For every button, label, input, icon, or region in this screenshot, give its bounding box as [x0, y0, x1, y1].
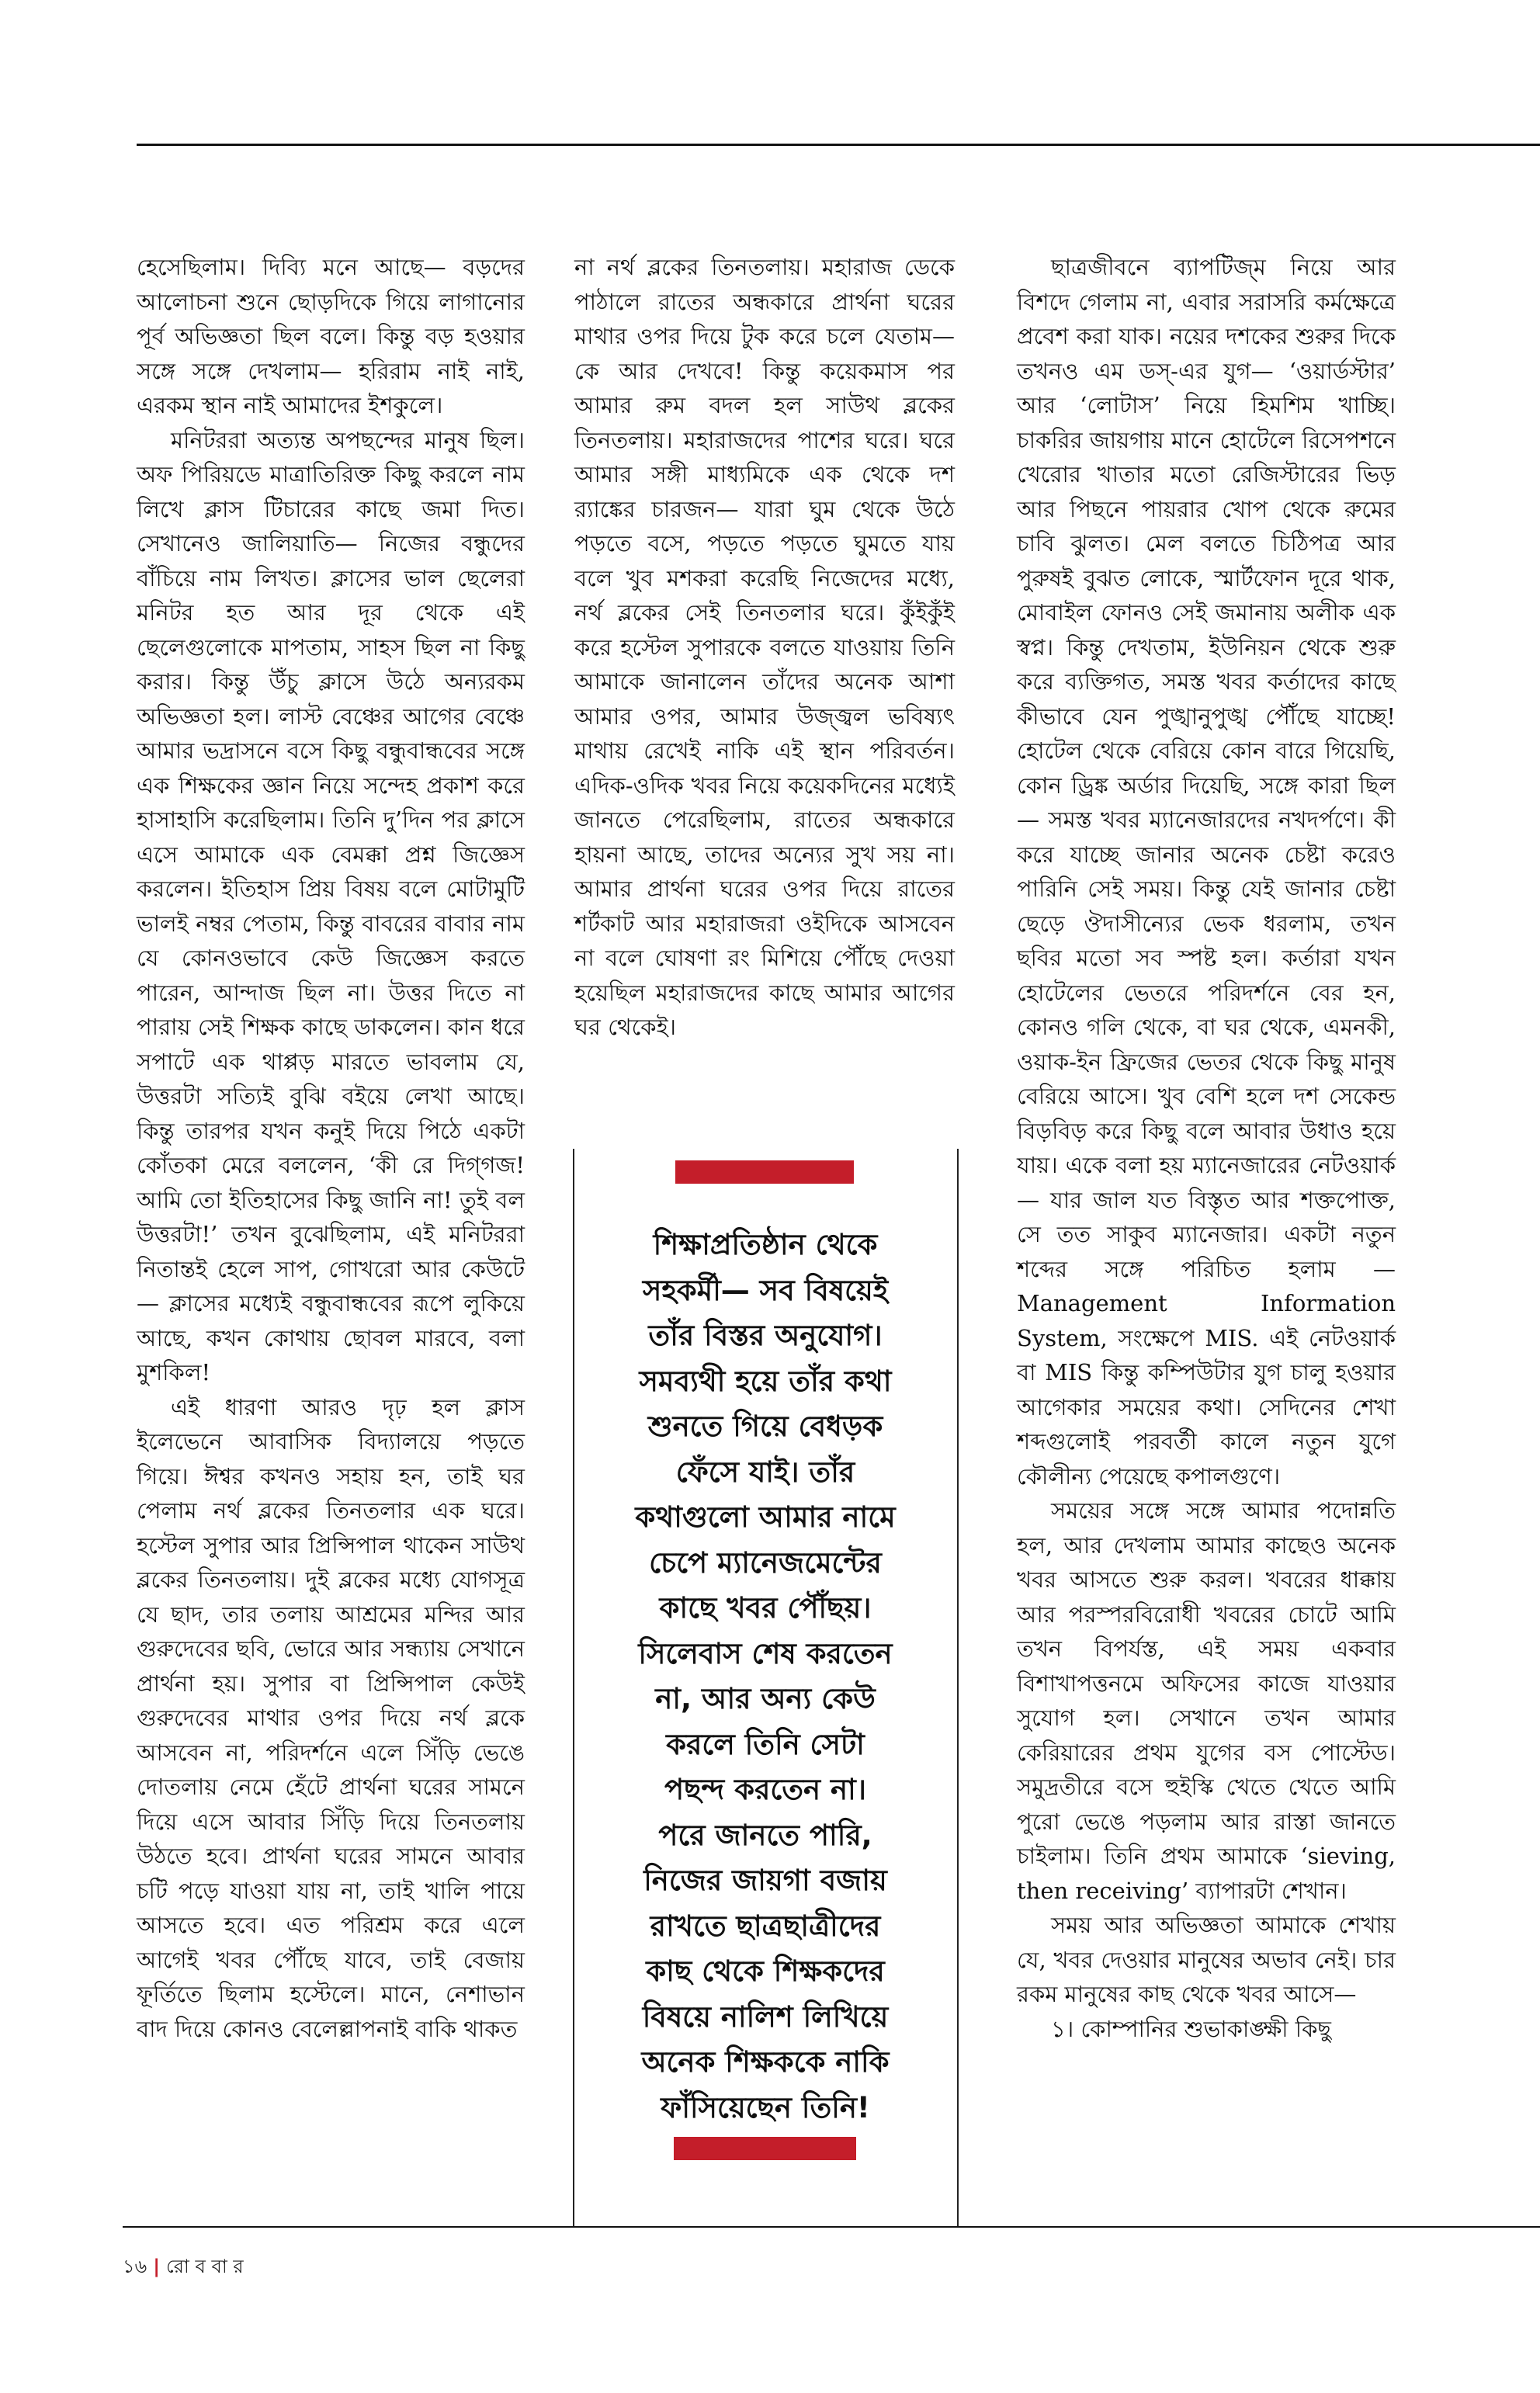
pullquote-line: তাঁর বিস্তর অনুযোগ। [648, 1319, 883, 1352]
pullquote [584, 1223, 947, 2131]
left-paragraph-3: এই ধারণা আরও দৃঢ় হল ক্লাস ইলেভেনে আবাসিক বিদ্যালয়ে পড়তে গিয়ে। ঈশ্বর কখনও সহায় হন, তাই ঘর পেলাম নর্থ ব্লকের তিনতলার এক ঘরে। হস্টেল সুপার আর প্রিন্সিপাল থাকেন সাউথ ব্লকের তিনতলায়। দুই ব্লকের মধ্যে যোগসূত্র যে ছাদ, তার তলায় আশ্রমের মন্দির আর গুরুদেবের ছবি, ভোরে আর সন্ধ্যায় সেখানে প্রার্থনা হয়। সুপার বা প্রিন্সিপাল কেউই গুরুদেবের মাথার ওপর দিয়ে নর্থ ব্লকে আসবেন না, পরিদর্শনে এলে সিঁড়ি ভেঙে দোতলায় নেমে হেঁটে প্রার্থনা ঘরের সামনে দিয়ে এসে আবার সিঁড়ি দিয়ে তিনতলায় উঠতে হবে। প্রার্থনা ঘরের সামনে আবার চটি পড়ে যাওয়া যায় না, তাই খালি পায়ে আসতে হবে। এত পরিশ্রম করে এলে আগেই খবর পৌঁছে যাবে, তাই বেজায় ফূর্তিতে ছিলাম হস্টেলে। মানে, নেশাভান বাদ দিয়ে কোনও বেলেল্লাপনাই বাকি থাকত [137, 1393, 525, 2042]
pullquote-line: কাছে খবর পৌঁছয়। [659, 1591, 872, 1625]
pullquote-line: না, আর অন্য কেউ [655, 1682, 876, 1715]
pullquote-line: বিষয়ে নালিশ লিখিয়ে [642, 1999, 889, 2034]
pullquote-line: শুনতে গিয়ে বেধড়ক [647, 1410, 883, 1443]
bottom-rule [123, 2226, 1540, 2228]
right-paragraph-2: সময়ের সঙ্গে সঙ্গে আমার পদোন্নতি হল, আর দেখলাম আমার কাছেও অনেক খবর আসতে শুরু করল। খবরের ধাক্কায় আর পরস্পরবিরোধী খবরের চোটে আমি তখন বিপর্যস্ত, এই সময় একবার বিশাখাপত্তনমে অফিসের কাজে যাওয়ার সুযোগ হল। সেখানে তখন আমার কেরিয়ারের প্রথম যুগের বস পোস্টেড। সমুদ্রতীরে বসে হুইস্কি খেতে খেতে আমি পুরো ভেঙে পড়লাম আর রাস্তা জানতে চাইলাম। তিনি প্রথম আমাকে ‘sieving, then receiving’ ব্যাপারটা শেখান। [1017, 1497, 1396, 1904]
right-paragraph-3: সময় আর অভিজ্ঞতা আমাকে শেখায় যে, খবর দেওয়ার মানুষের অভাব নেই। চার রকম মানুষের কাছ থেকে খবর আসে— [1017, 1912, 1396, 2007]
pullquote-bottom-bar [674, 2137, 856, 2160]
pullquote-left-rule [573, 1149, 574, 2228]
pullquote-line: ফেঁসে যাই। তাঁর [675, 1455, 855, 1489]
top-rule [137, 144, 1540, 146]
magazine-name: রো ব বা র [165, 2256, 244, 2277]
middle-column [574, 250, 955, 1045]
pullquote-line: সমব্যথী হয়ে তাঁর কথা [639, 1364, 892, 1398]
pullquote-line: কাছ থেকে শিক্ষকদের [646, 1954, 885, 1988]
middle-paragraph-1: না নর্থ ব্লকের তিনতলায়। মহারাজ ডেকে পাঠালে রাতের অন্ধকারে প্রার্থনা ঘরের মাথার ওপর দিয়ে টুক করে চলে যেতাম— কে আর দেখবে! কিন্তু কয়েকমাস পর আমার রুম বদল হল সাউথ ব্লকের তিনতলায়। মহারাজদের পাশের ঘরে। ঘরে আমার সঙ্গী মাধ্যমিকে এক থেকে দশ র‍্যাঙ্কের চারজন— যারা ঘুম থেকে উঠে পড়তে বসে, পড়তে পড়তে ঘুমতে যায় বলে খুব মশকরা করেছি নিজেদের মধ্যে, নর্থ ব্লকের সেই তিনতলার ঘরে। কুঁইকুঁই করে হস্টেল সুপারকে বলতে যাওয়ায় তিনি আমাকে জানালেন তাঁদের অনেক আশা আমার ওপর, আমার উজ্জ্বল ভবিষ্যৎ মাথায় রেখেই নাকি এই স্থান পরিবর্তন। এদিক-ওদিক খবর নিয়ে কয়েকদিনের মধ্যেই জানতে পেরেছিলাম, রাতের অন্ধকারে হায়না আছে, তাদের অন্যের সুখ সয় না। আমার প্রার্থনা ঘরের ওপর দিয়ে রাতের শর্টকাট আর মহারাজরা ওইদিকে আসবেন না বলে ঘোষণা রং মিশিয়ে পৌঁছে দেওয়া হয়েছিল মহারাজদের কাছে আমার আগের ঘর থেকেই। [574, 254, 955, 1040]
left-paragraph-1: হেসেছিলাম। দিব্যি মনে আছে— বড়দের আলোচনা শুনে ছোড়দিকে গিয়ে লাগানোর পূর্ব অভিজ্ঞতা ছিল বলে। কিন্তু বড় হওয়ার সঙ্গে সঙ্গে দেখলাম— হরিরাম নাই নাই, এরকম স্থান নাই আমাদের ইশকুলে। [137, 254, 525, 418]
pullquote-line: নিজের জায়গা বজায় [643, 1864, 887, 1897]
right-paragraph-1: ছাত্রজীবনে ব্যাপটিজ্‌ম নিয়ে আর বিশদে গেলাম না, এবার সরাসরি কর্মক্ষেত্রে প্রবেশ করা যাক। নয়ের দশকের শুরুর দিকে তখনও এম ডস্‌-এর যুগ— ‘ওয়ার্ডস্টার’ আর ‘লোটাস’ নিয়ে হিমশিম খাচ্ছি। চাকরির জায়গায় মানে হোটেলে রিসেপশনে খেরোর খাতার মতো রেজিস্টারের ভিড় আর পিছনে পায়রার খোপ থেকে রুমের চাবি ঝুলত। মেল বলতে চিঠিপত্র আর পুরুষই বুঝত লোকে, স্মার্টফোন দূরে থাক, মোবাইল ফোনও সেই জমানায় অলীক এক স্বপ্ন। কিন্তু দেখতাম, ইউনিয়ন থেকে শুরু করে ব্যক্তিগত, সমস্ত খবর কর্তাদের কাছে কীভাবে যেন পুঙ্খানুপুঙ্খ পৌঁছে যাচ্ছে! হোটেল থেকে বেরিয়ে কোন বারে গিয়েছি, কোন ড্রিঙ্ক অর্ডার দিয়েছি, সঙ্গে কারা ছিল— সমস্ত খবর ম্যানেজারদের নখদর্পণে। কী করে যাচ্ছে জানার অনেক চেষ্টা করেও পারিনি সেই সময়। কিন্তু যেই জানার চেষ্টা ছেড়ে ঔদাসীন্যের ভেক ধরলাম, তখন ছবির মতো সব স্পষ্ট হল। কর্তারা যখন হোটেলের ভেতরে পরিদর্শনে বের হন, কোনও গলি থেকে, বা ঘর থেকে, এমনকী, ওয়াক-ইন ফ্রিজের ভেতর থেকে কিছু মানুষ বেরিয়ে আসে। খুব বেশি হলে দশ সেকেন্ড বিড়বিড় করে কিছু বলে আবার উধাও হয়ে যায়। একে বলা হয় ম্যানেজারের নেটওয়ার্ক— যার জাল যত বিস্তৃত আর শক্তপোক্ত, সে তত সাকুব ম্যানেজার। একটা নতুন শব্দের সঙ্গে পরিচিত হলাম — Management Information System, সংক্ষেপে MIS. এই নেটওয়ার্ক বা MIS কিন্তু কম্পিউটার যুগ চালু হওয়ার আগেকার সময়ের কথা। সেদিনের শেখা শব্দগুলোই পরবর্তী কালে নতুন যুগে কৌলীন্য পেয়েছে কপালগুণে। [1017, 254, 1396, 1490]
right-paragraph-4: ১। কোম্পানির শুভাকাঙ্ক্ষী কিছু [1051, 2015, 1331, 2042]
pullquote-line: করলে তিনি সেটা [666, 1727, 865, 1761]
pullquote-line: ফাঁসিয়েছেন তিনি! [661, 2090, 870, 2124]
pullquote-line: শিক্ষাপ্রতিষ্ঠান থেকে [653, 1228, 878, 1261]
page-number: ১৬ [123, 2256, 147, 2277]
right-column [1017, 250, 1396, 2046]
pullquote-line: অনেক শিক্ষককে নাকি [641, 2045, 890, 2079]
left-paragraph-2: মনিটররা অত্যন্ত অপছন্দের মানুষ ছিল। অফ পিরিয়ডে মাত্রাতিরিক্ত কিছু করলে নাম লিখে ক্লাস টিচারের কাছে জমা দিত। সেখানেও জালিয়াতি— নিজের বন্ধুদের বাঁচিয়ে নাম লিখত। ক্লাসের ভাল ছেলেরা মনিটর হত আর দূর থেকে এই ছেলেগুলোকে মাপতাম, সাহস ছিল না কিছু করার। কিন্তু উঁচু ক্লাসে উঠে অন্যরকম অভিজ্ঞতা হল। লাস্ট বেঞ্চের আগের বেঞ্চে আমার ভদ্রাসনে বসে কিছু বন্ধুবান্ধবের সঙ্গে এক শিক্ষকের জ্ঞান নিয়ে সন্দেহ প্রকাশ করে হাসাহাসি করেছিলাম। তিনি দু’দিন পর ক্লাসে এসে আমাকে এক বেমক্কা প্রশ্ন জিজ্ঞেস করলেন। ইতিহাস প্রিয় বিষয় বলে মোটামুটি ভালই নম্বর পেতাম, কিন্তু বাবরের বাবার নাম যে কোনওভাবে কেউ জিজ্ঞেস করতে পারেন, আন্দাজ ছিল না। উত্তর দিতে না পারায় সেই শিক্ষক কাছে ডাকলেন। কান ধরে সপাটে এক থাপ্পড় মারতে ভাবলাম যে, উত্তরটা সত্যিই বুঝি বইয়ে লেখা আছে। কিন্তু তারপর যখন কনুই দিয়ে পিঠে একটা কোঁতকা মেরে বললেন, ‘কী রে দিগ্‌গজ! আমি তো ইতিহাসের কিছু জানি না! তুই বল উত্তরটা!’ তখন বুঝেছিলাম, এই মনিটররা নিতান্তই হেলে সাপ, গোখরো আর কেউটে— ক্লাসের মধ্যেই বন্ধুবান্ধবের রূপে লুকিয়ে আছে, কখন কোথায় ছোবল মারবে, বলা মুশকিল! [137, 426, 525, 1386]
pullquote-line: চেপে ম্যানেজমেন্টের [649, 1545, 882, 1580]
pullquote-line: রাখতে ছাত্রছাত্রীদের [650, 1909, 881, 1943]
pullquote-line: সহকর্মী— সব বিষয়েই [642, 1273, 889, 1307]
left-column [137, 250, 525, 2046]
footer-separator: | [153, 2256, 160, 2277]
page-footer [123, 2253, 244, 2284]
pullquote-line: পরে জানতে পারি, [658, 1818, 872, 1852]
pullquote-line: পছন্দ করতেন না। [664, 1773, 866, 1806]
pullquote-line: কথাগুলো আমার নামে [635, 1500, 896, 1534]
pullquote-line: সিলেবাস শেষ করতেন [638, 1636, 893, 1670]
pullquote-top-bar [675, 1160, 854, 1184]
pullquote-right-rule [957, 1149, 959, 2228]
